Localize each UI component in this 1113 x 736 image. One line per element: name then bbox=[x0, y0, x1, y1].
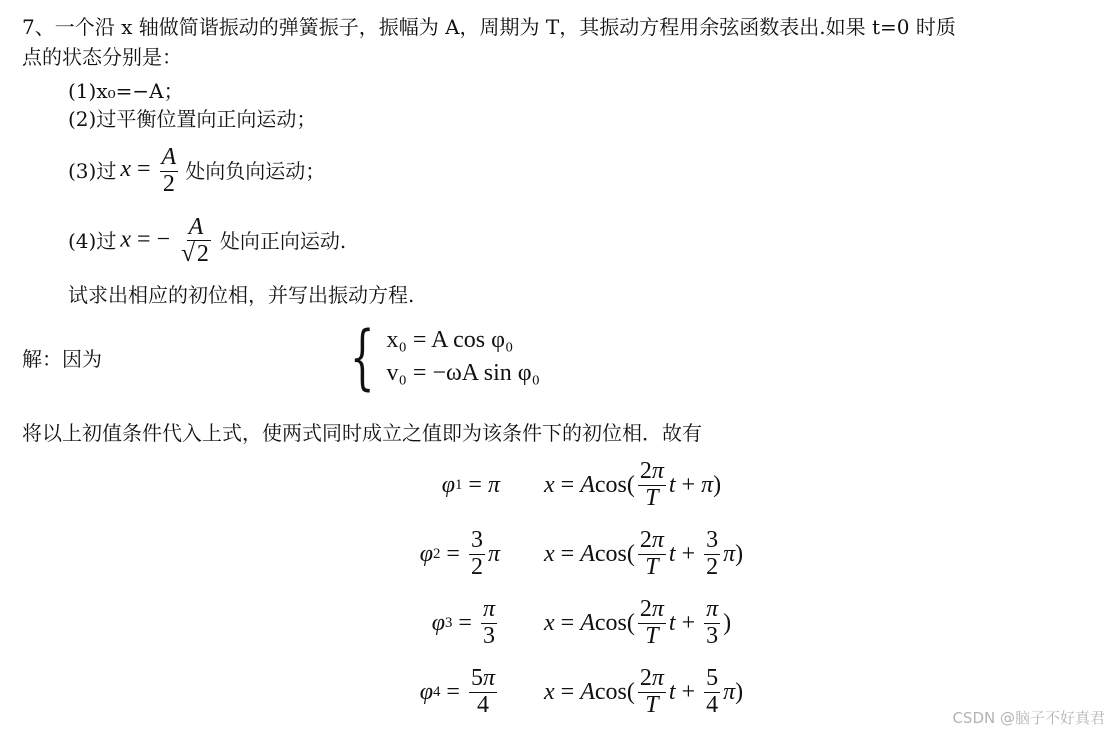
result-row-4 bbox=[380, 659, 800, 725]
case-2-text: 过平衡位置向正向运动； bbox=[96, 107, 317, 131]
phase-1: φ 1 = π bbox=[441, 471, 500, 498]
phase-3: φ 3 = $\frac{\pi}{3}$ bbox=[431, 596, 495, 649]
case-3-suffix: 处向负向运动； bbox=[185, 159, 326, 183]
result-row-3 bbox=[380, 590, 800, 656]
solution-lead: 解：因为 bbox=[22, 347, 102, 371]
system-line-2: v₀ = −ωA sin φ₀ bbox=[386, 360, 541, 386]
initial-condition-system bbox=[340, 316, 541, 398]
case-3-label: (3) bbox=[68, 159, 97, 183]
case-4-suffix: 处向正向运动. bbox=[219, 229, 347, 253]
left-brace-icon: { bbox=[350, 316, 375, 398]
problem-intro-continued: 点的状态分别是： bbox=[22, 45, 182, 69]
problem-intro-line bbox=[22, 14, 956, 40]
case-1-label: (1) bbox=[68, 79, 97, 103]
equation-3: x = A cos( $\frac{2\pi}{T}$ t + $\frac{\pi}{3}$ ) bbox=[544, 596, 732, 649]
phase-2: φ 2 = $\frac{3}{2}$ π bbox=[419, 527, 500, 580]
case-3 bbox=[68, 138, 325, 204]
phase-4: φ 4 = $\frac{5\pi}{4}$ bbox=[419, 665, 495, 718]
case-1 bbox=[68, 78, 184, 104]
case-3-prefix: 过 bbox=[96, 159, 117, 183]
problem-intro: 一个沿 x 轴做简谐振动的弹簧振子，振幅为 A，周期为 T，其振动方程用余弦函数表出.如果 t=0 时质 bbox=[54, 15, 956, 39]
system-line-1: x₀ = A cos φ₀ bbox=[386, 327, 514, 353]
result-row-2 bbox=[380, 521, 800, 587]
case-4 bbox=[68, 206, 346, 276]
solution-bridge: 将以上初值条件代入上式，使两式同时成立之值即为该条件下的初位相．故有 bbox=[22, 421, 702, 445]
result-row-1 bbox=[380, 452, 800, 518]
case-4-prefix: 过 bbox=[96, 229, 117, 253]
problem-number: 7、 bbox=[22, 15, 55, 39]
equation-1: x = A cos( $\frac{2\pi}{T}$ t + π ) bbox=[544, 458, 722, 511]
case-4-label: (4) bbox=[68, 229, 97, 253]
case-1-text: x₀=−A； bbox=[96, 79, 184, 103]
case-2-label: (2) bbox=[68, 107, 97, 131]
equation-4: x = A cos( $\frac{2\pi}{T}$ t + $\frac{5}{4}$ π ) bbox=[544, 665, 744, 718]
equation-2: x = A cos( $\frac{2\pi}{T}$ t + $\frac{3}{2}$ π ) bbox=[544, 527, 744, 580]
question-line: 试求出相应的初位相，并写出振动方程. bbox=[68, 283, 415, 307]
csdn-watermark: CSDN @脑子不好真君 bbox=[952, 709, 1105, 727]
case-2 bbox=[68, 106, 316, 132]
case-3-formula: x = $\frac{A}{2}$ bbox=[120, 144, 177, 197]
case-4-formula: x = − $\frac{A}{√2}$ bbox=[120, 213, 209, 267]
